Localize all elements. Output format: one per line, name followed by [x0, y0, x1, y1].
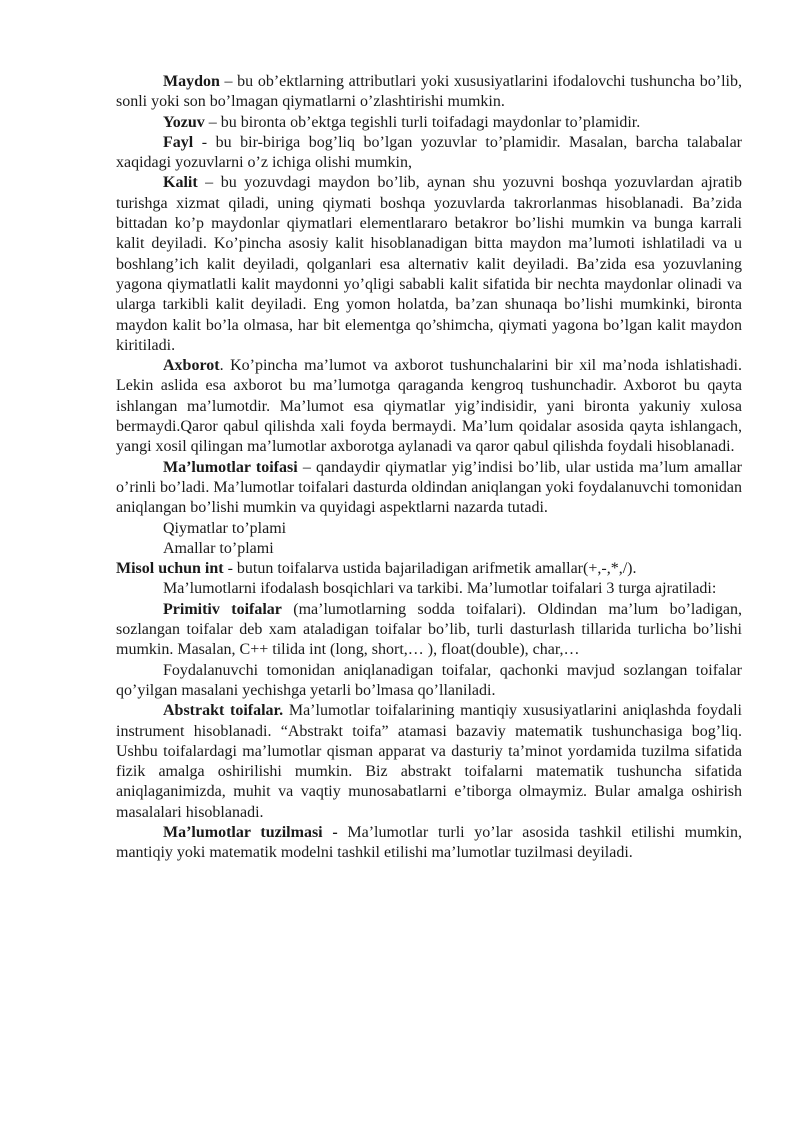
paragraph-axborot — [116, 356, 742, 457]
paragraph-data-type — [116, 458, 742, 519]
paragraph-representation — [116, 579, 742, 599]
definition-data-structure: Ma’lumotlar turli yo’lar asosida tashkil etilishi mumkin, mantiqiy yoki matematik modelni tashkil etilishi ma’lumotlar tuzilmasi deyiladi. — [116, 823, 743, 862]
paragraph-fayl — [116, 133, 742, 174]
paragraph-example-int — [116, 559, 742, 579]
paragraph-maydon — [116, 72, 742, 113]
representation-text: Ma’lumotlarni ifodalash bosqichlari va tarkibi. Ma’lumotlar toifalari 3 turga ajratiladi: — [163, 580, 717, 598]
term-axborot: Axborot — [163, 357, 220, 375]
list-item-values-text: Qiymatlar to’plami — [163, 519, 287, 537]
definition-kalit: – bu yozuvdagi maydon bo’lib, aynan shu yozuvni boshqa yozuvlardan ajratib turishga xizmat qiladi, uning qiymati boshqa yozuvlarda takrorlanmas hisoblanadi. Ba’zida bittadan ko’p maydonlar qiymatlari elementlararo betakror bo’lishi mumkin va bunga karrali kalit deyiladi. Ko’pincha asosiy kalit hisoblanadigan bitta maydon ma’lumoti ishlatiladi va u boshlang’ich kalit deyiladi, qolganlari esa alternativ kalit deyiladi. Ba’zida esa yozuvlaning yagona qiymatlatli kalit maydonni yo’qligi sababli kalit sifatida bir nechta maydonlar olinadi va ularga tarkibli kalit deyiladi. Eng yomon holatda, ba’zan shunaqa bo’lishi mumkinki, bironta maydon kalit bo’la olmasa, har bit elementga qo’shimcha, qiymati yagona bo’lgan kalit maydon kiritiladi. — [116, 174, 742, 354]
definition-fayl: - bu bir-biriga bog’liq bo’lgan yozuvlar to’plamidir. Masalan, barcha talabalar xaqidagi yozuvlarni o’z ichiga olishi mumkin, — [116, 133, 742, 172]
paragraph-user-types — [116, 661, 742, 702]
definition-data-type: – qandaydir qiymatlar yig’indisi bo’lib, ular ustida ma’lum amallar o’rinli bo’ladi. Ma’lumotlar toifalari dasturda oldindan aniqlangan yoki foydalanuvchi tomonidan aniqlangan bo’lishi mumkin va quyidagi aspektlarni nazarda tutadi. — [116, 458, 743, 517]
definition-primitive-types: (ma’lumotlarning sodda toifalari). Oldindan ma’lum bo’ladigan, sozlangan toifalar deb xam ataladigan toifalar bo’lib, turli dasturlash tillarida turlicha bo’lishi mumkin. Masalan, C++ tilida int (long, short,… ), float(double), char,… — [116, 600, 743, 659]
definition-yozuv: – bu bironta ob’ektga tegishli turli toifadagi maydonlar to’plamidir. — [204, 113, 641, 131]
paragraph-kalit — [116, 173, 742, 356]
list-item-values — [116, 519, 742, 539]
definition-example-int: - butun toifalarva ustida bajariladigan arifmetik amallar(+,-,*,/). — [223, 560, 637, 578]
user-types-text: Foydalanuvchi tomonidan aniqlanadigan toifalar, qachonki mavjud sozlangan toifalar qo’yilgan masalani yechishga yetarli bo’lmasa qo’llaniladi. — [116, 661, 742, 699]
term-data-structure: Ma’lumotlar tuzilmasi - — [163, 823, 338, 841]
term-data-type: Ma’lumotlar toifasi — [163, 458, 298, 476]
definition-maydon: – bu ob’ektlarning attributlari yoki xususiyatlarini ifodalovchi tushuncha bo’lib, sonli yoki son bo’lmagan qiymatlarni o’zlashtirishi mumkin. — [116, 73, 742, 111]
term-kalit: Kalit — [163, 174, 198, 192]
term-abstract-types: Abstrakt toifalar. — [163, 702, 284, 720]
paragraph-abstract-types — [116, 701, 742, 823]
paragraph-primitive-types — [116, 600, 742, 661]
definition-axborot: . Ko’pincha ma’lumot va axborot tushunchalarini bir xil ma’noda ishlatishadi. Lekin aslida esa axborot bu ma’lumotga qaraganda kengroq tushunchadir. Axborot bu qayta ishlangan ma’lumotdir. Ma’lumot esa qiymatlar yig’indisidir, yani bironta yakuniy xulosa bermaydi.Qaror qabul qilishda xali foyda bermaydi. Ma’lum qoidalar asosida qayta ishlangach, yangi xosil qilingan ma’lumotlar axborotga aylanadi va qaror qabul qilishda foydali hisoblanadi. — [116, 357, 742, 456]
definition-abstract-types: Ma’lumotlar toifalarining mantiqiy xususiyatlarini aniqlashda foydali instrument hisoblanadi. “Abstrakt toifa” atamasi bazaviy matematik tushunchasiga bog’liq. Ushbu toifalardagi ma’lumotlar qisman apparat va dasturiy ta’minot yordamida tuzilma sifatida fizik amalga oshirilishi mumkin. Biz abstrakt toifalarni matematik tushuncha sifatida aniqlaganimizda, muhit va vaqtiy munosabatlarni e’tiborga olmaymiz. Bular amalga oshirish masalalari hisoblanadi. — [116, 702, 742, 821]
term-yozuv: Yozuv — [163, 113, 205, 131]
list-item-operations-text: Amallar to’plami — [163, 539, 274, 557]
term-primitive-types: Primitiv toifalar — [163, 600, 282, 618]
term-fayl: Fayl — [163, 133, 194, 151]
paragraph-yozuv — [116, 113, 742, 133]
paragraph-data-structure — [116, 823, 742, 864]
list-item-operations — [116, 539, 742, 559]
document-page — [116, 72, 742, 864]
term-example-int: Misol uchun int — [116, 560, 224, 578]
term-maydon: Maydon — [163, 73, 220, 90]
